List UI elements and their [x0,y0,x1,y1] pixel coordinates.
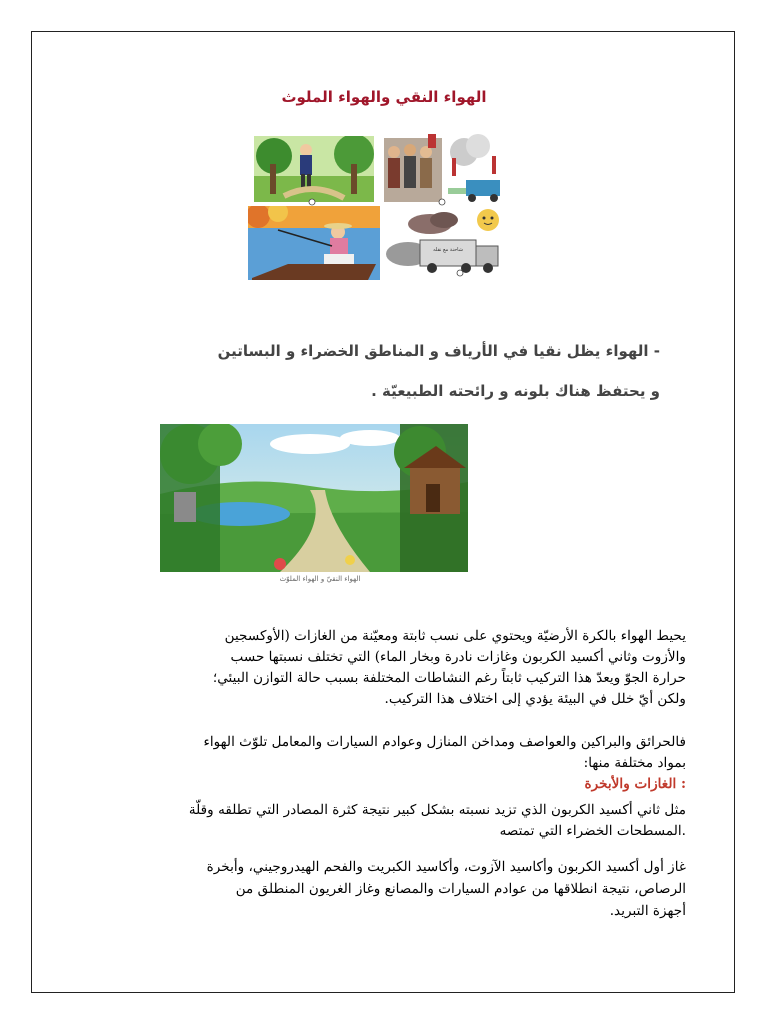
illustration-collage [246,128,518,286]
paragraph-3 [82,800,686,842]
paragraph-1 [82,626,686,710]
paragraph-2-line: فالحرائق والبراكين والعواصف ومداخن المنازل وعوادم السيارات والمعامل تلوّث الهواء [203,734,686,750]
paragraph-4-line: الرصاص، نتيجة انطلاقها من عوادم السيارات والمصانع وغاز الغريون المنطلق من [235,881,686,897]
paragraph-2 [82,732,686,795]
paragraph-3-line: مثل ثاني أكسيد الكربون الذي تزيد نسبته بشكل كبير نتيجة كثرة المصادر التي تطلقه وقلّة [188,802,686,818]
paragraph-4-line: غاز أول أكسيد الكربون وأكاسيد الآزوت، وأكاسيد الكبريت والفحم الهيدروجيني، وأبخرة [206,859,686,875]
paragraph-3-line: .المسطحات الخضراء التي تمتصه [499,823,686,839]
paragraph-1-line: يحيط الهواء بالكرة الأرضيّة ويحتوي على نسب ثابتة ومعيّنة من الغازات (الأوكسجين [224,628,686,644]
paragraph-2-line: بمواد مختلفة منها: [583,755,686,771]
paragraph-1-line: حرارة الجوّ ويعدّ هذا التركيب ثابتاً رغم النشاطات المختلفة بسبب حالة التوازن البيئي؛ [212,670,686,686]
paragraph-4-line: أجهزة التبريد. [609,903,686,919]
image-caption: الهواء النقيّ و الهواء الملوّث [279,575,361,583]
truck-sign-text: شاحنة مع نقله [433,247,463,253]
collage-markers [246,128,518,286]
paragraph-1-line: والأزوت وثاني أكسيد الكربون وغازات نادرة وبخار الماء) التي تختلف نسبتها حسب [230,649,686,665]
countryside-landscape-image [160,424,468,572]
paragraph-4 [82,856,686,922]
intro-line-1: - الهواء يظل نقيا في الأرياف و المناطق الخضراء و البساتين [217,342,660,360]
paragraph-1-line: ولكن أيّ خلل في البيئة يؤدي إلى اختلاف هذا التركيب. [384,691,686,707]
gases-heading: : الغازات والأبخرة [584,776,686,792]
page-title: الهواء النقي والهواء الملوث [281,88,487,106]
intro-line-2: و يحتفظ هناك بلونه و رائحته الطبيعيّة . [371,382,660,400]
